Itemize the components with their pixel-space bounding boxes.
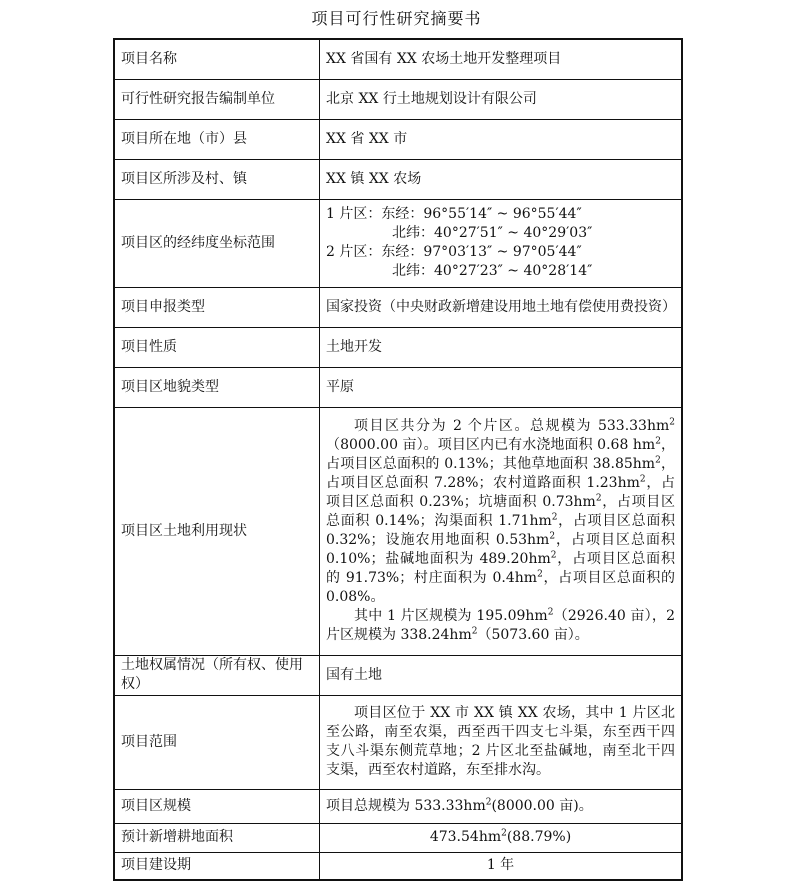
label-scope: 项目范围 bbox=[114, 695, 320, 789]
row-project-name bbox=[114, 39, 682, 79]
label-ownership: 土地权属情况（所有权、使用权） bbox=[114, 655, 320, 695]
label-villages: 项目区所涉及村、镇 bbox=[114, 159, 320, 199]
row-apply-type bbox=[114, 287, 682, 327]
label-nature: 项目性质 bbox=[114, 327, 320, 367]
label-apply-type: 项目申报类型 bbox=[114, 287, 320, 327]
row-villages bbox=[114, 159, 682, 199]
value-location: XX 省 XX 市 bbox=[320, 119, 683, 159]
label-scale: 项目区规模 bbox=[114, 789, 320, 823]
row-ownership bbox=[114, 655, 682, 695]
value-nature: 土地开发 bbox=[320, 327, 683, 367]
summary-table bbox=[113, 38, 683, 881]
value-project-name: XX 省国有 XX 农场土地开发整理项目 bbox=[320, 39, 683, 79]
value-landform: 平原 bbox=[320, 367, 683, 407]
row-location bbox=[114, 119, 682, 159]
label-period: 项目建设期 bbox=[114, 852, 320, 880]
coord-line-3: 2 片区：东经：97°03′13″ ~ 97°05′44″ bbox=[326, 244, 582, 260]
row-period bbox=[114, 852, 682, 880]
row-landform bbox=[114, 367, 682, 407]
label-coords: 项目区的经纬度坐标范围 bbox=[114, 199, 320, 287]
label-location: 项目所在地（市）县 bbox=[114, 119, 320, 159]
value-land-use bbox=[320, 407, 683, 655]
value-apply-type: 国家投资（中央财政新增建设用地土地有偿使用费投资） bbox=[320, 287, 683, 327]
value-coords bbox=[320, 199, 683, 287]
value-new-farmland: $473.54hm^2(88.79\%)$ bbox=[320, 823, 683, 852]
row-nature bbox=[114, 327, 682, 367]
value-ownership: 国有土地 bbox=[320, 655, 683, 695]
row-new-farmland bbox=[114, 823, 682, 852]
value-villages: XX 镇 XX 农场 bbox=[320, 159, 683, 199]
document-title: 项目可行性研究摘要书 bbox=[311, 9, 482, 28]
coord-line-2: 北纬：40°27′51″ ~ 40°29′03″ bbox=[392, 225, 593, 241]
row-land-use bbox=[114, 407, 682, 655]
row-coords bbox=[114, 199, 682, 287]
label-new-farmland: 预计新增耕地面积 bbox=[114, 823, 320, 852]
value-scope bbox=[320, 695, 683, 789]
coord-line-4: 北纬：40°27′23″ ~ 40°28′14″ bbox=[392, 263, 593, 279]
land-use-paragraph-2: 其中 1 片区规模为 $195.09hm^2(2926.40$ 亩），2 片区规模为 $338.24hm^2(5073.60$ 亩）。 bbox=[326, 607, 675, 643]
value-prep-unit: 北京 XX 行土地规划设计有限公司 bbox=[320, 79, 683, 119]
label-project-name: 项目名称 bbox=[114, 39, 320, 79]
value-scale: 项目总规模为 $533.33hm^2(8000.00$ 亩)。 bbox=[320, 789, 683, 823]
label-landform: 项目区地貌类型 bbox=[114, 367, 320, 407]
coord-line-1: 1 片区：东经：96°55′14″ ~ 96°55′44″ bbox=[326, 206, 582, 222]
row-prep-unit bbox=[114, 79, 682, 119]
label-prep-unit: 可行性研究报告编制单位 bbox=[114, 79, 320, 119]
label-land-use: 项目区土地利用现状 bbox=[114, 407, 320, 655]
land-use-paragraph-1: 项目区共分为 2 个片区。总规模为 $533.33hm^2(8000.00$ 亩）。项目区内已有水浇地面积 0.68 $hm^2$，占项目区总面积的 0.13%；其他草地面积 $38.85hm^2$，占项目区总面积 7.28%；农村道路面积 $1.23hm^2$，占项目区总面积 0.23%；坑塘面积 $0.73hm^2$，占项目区总面积 0.14%；沟渠面积 $1.71hm^2$，占项目区总面积 0.32%；设施农用地面积 $0.53hm^2$，占项目区总面积 0.10%；盐碱地面积为 $489.20hm^2$，占项目区总面积的 91.73%；村庄面积为 $0.4hm^2$，占项目区总面积的 0.08%。 bbox=[326, 417, 676, 605]
row-scope bbox=[114, 695, 682, 789]
scope-paragraph: 项目区位于 XX 市 XX 镇 XX 农场，其中 1 片区北至公路，南至农渠，西至西干四支七斗渠，东至西干四支八斗渠东侧荒草地；2 片区北至盐碱地，南至北干四支渠，西至农村道路，东至排水沟。 bbox=[326, 705, 675, 778]
value-period: 1 年 bbox=[320, 852, 683, 880]
row-scale bbox=[114, 789, 682, 823]
